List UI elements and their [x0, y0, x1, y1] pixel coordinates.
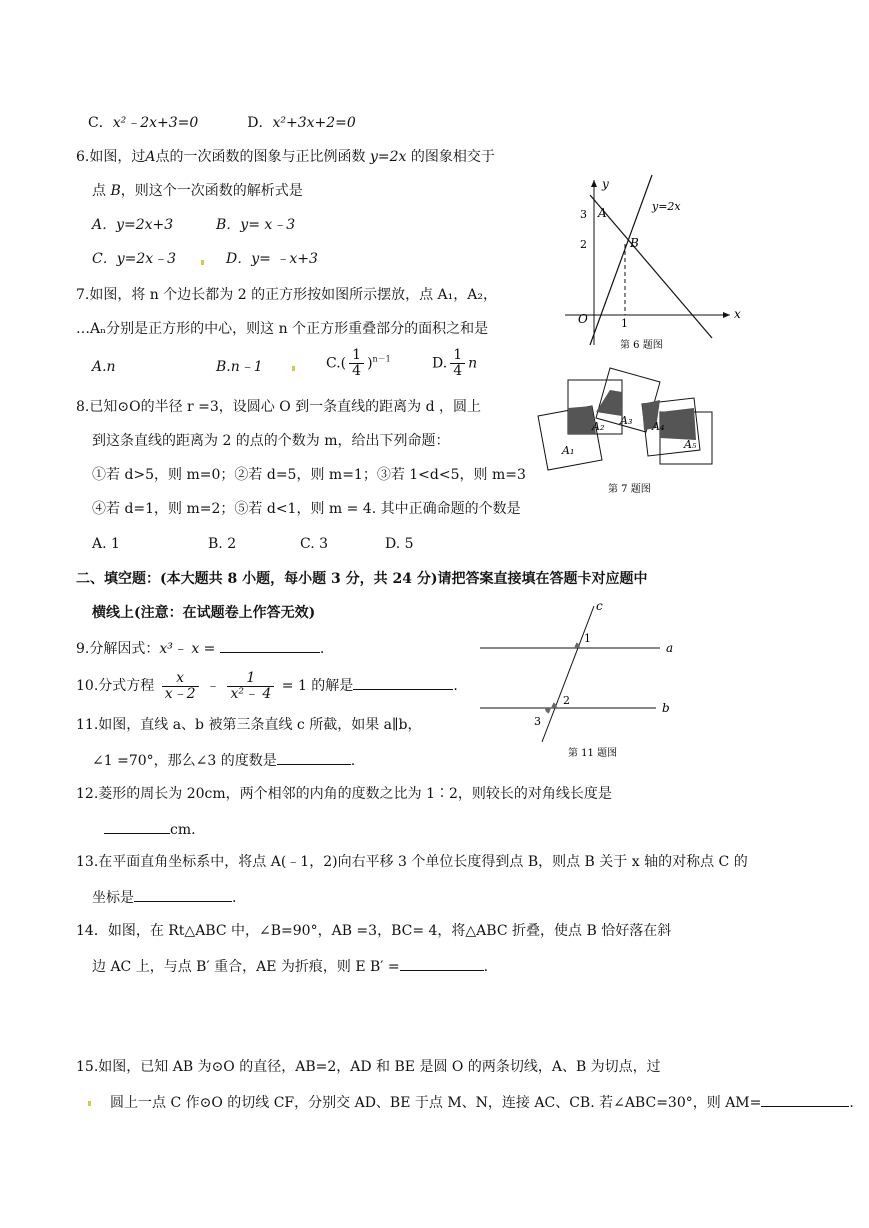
q13-answer-blank[interactable] — [134, 887, 232, 902]
q12-unit: cm. — [170, 822, 196, 838]
q10-minus: ﹣ — [205, 678, 220, 694]
q6-fig-point-a: A — [598, 206, 607, 220]
q13-line2 — [92, 887, 236, 907]
q15-line1: 15.如图，已知 AB 为⊙O 的直径，AB=2，AD 和 BE 是圆 O 的两条切线，A、B 为切点，过 — [76, 1059, 661, 1075]
q5-option-c-label: C． — [88, 115, 113, 131]
q6-point-b: B — [110, 183, 121, 199]
decorative-dot-2 — [292, 366, 295, 371]
q13-end: . — [232, 890, 237, 906]
q11-end: . — [350, 753, 356, 769]
q7-option-d-var: n — [468, 355, 478, 372]
q12-line2 — [104, 819, 196, 839]
q7-squares-figure — [530, 368, 720, 493]
q10-text-b: = 1 的解是 — [281, 678, 354, 694]
q8-line1: 8.已知⊙O的半径 r =3，设圆心 O 到一条直线的距离为 d ，圆上 — [76, 399, 482, 415]
q6-point-a: A — [145, 149, 156, 165]
q10-fraction-2 — [227, 671, 274, 702]
q8-option-c: C. 3 — [300, 536, 329, 552]
q7-option-c-den: 4 — [352, 363, 362, 379]
q6-function: y=2x — [369, 149, 407, 165]
q9-answer-blank[interactable] — [220, 638, 320, 653]
q6-fig-tick-y2: 2 — [580, 238, 587, 251]
q14-answer-blank[interactable] — [400, 956, 484, 971]
decorative-dot-3 — [88, 1101, 91, 1106]
q11-line2 — [92, 750, 355, 770]
q6-fig-tick-x1: 1 — [621, 317, 628, 330]
q7-option-d-fraction — [450, 348, 465, 379]
q7-option-c-label: C. — [326, 355, 341, 372]
q7-fig-a3: A₃ — [620, 414, 633, 427]
q14-line2 — [92, 956, 488, 976]
q9-text: 9.分解因式： — [76, 641, 160, 657]
q6-fig-y-label: y — [602, 177, 609, 191]
q6-line2 — [92, 182, 303, 200]
q11-parallel-lines-figure — [476, 598, 686, 758]
q5-option-c: x²﹣2x+3=0 — [112, 115, 199, 131]
q10-f2-den: x²﹣ 4 — [230, 685, 272, 702]
q9-end: . — [319, 641, 325, 657]
q6-option-b: B．y= x﹣3 — [216, 217, 296, 233]
q7-option-d-label: D. — [432, 355, 448, 372]
q6-text: 6.如图，过 — [76, 149, 146, 165]
q10-answer-blank[interactable] — [353, 675, 453, 690]
q11-fig-caption: 第 11 题图 — [568, 748, 618, 759]
q11-text: ∠1 =70°，那么∠3 的度数是 — [92, 753, 277, 769]
q10-text: 10.分式方程 — [76, 678, 155, 694]
q7-option-c-exp: n－1 — [372, 354, 391, 364]
q5-option-d: x²+3x+2=0 — [272, 115, 356, 131]
q6-fig-line-label: y=2x — [652, 200, 681, 213]
q7-option-c: C.( $\frac{1}{4}$ )$^{n-1}$ — [326, 347, 391, 379]
section2-heading: 二、填空题：(本大题共 8 小题，每小题 3 分，共 24 分)请把答案直接填在答题卡对应题中 — [76, 571, 648, 587]
q15-answer-blank[interactable] — [761, 1092, 849, 1107]
q15-text: 圆上一点 C 作⊙O 的切线 CF，分别交 AD、BE 于点 M、N，连接 AC、CB. 若∠ABC=30°，则 AM= — [110, 1095, 762, 1111]
q8-option-d: D. 5 — [385, 536, 414, 552]
q6-option-a: A．y=2x+3 — [92, 217, 174, 233]
q10-line — [76, 666, 458, 706]
q8-line4: ④若 d=1，则 m=2；⑤若 d<1，则 m = 4. 其中正确命题的个数是 — [92, 501, 521, 517]
q6-fig-tick-y3: 3 — [580, 208, 587, 221]
q6-fig-point-b: B — [630, 236, 639, 250]
q9-expression: x³﹣ x = — [159, 641, 216, 657]
q10-end: . — [453, 678, 458, 694]
q13-line1: 13.在平面直角坐标系中，将点 A(﹣1，2)向右平移 3 个单位长度得到点 B，则点 B 关于 x 轴的对称点 C 的 — [76, 854, 748, 870]
q8-line2: 到这条直线的距离为 2 的点的个数为 m，给出下列命题： — [92, 433, 450, 449]
q11-fig-c: c — [596, 599, 603, 613]
q9-line — [76, 638, 324, 658]
q6-option-d: D．y= ﹣x+3 — [226, 251, 318, 267]
q7-option-b: B.n﹣1 — [216, 359, 263, 375]
q11-fig-a: a — [666, 641, 674, 655]
q7-option-d-num: 1 — [450, 348, 465, 364]
q10-fraction-1 — [162, 671, 199, 702]
q15-line2 — [110, 1092, 854, 1112]
q12-answer-blank[interactable] — [104, 819, 170, 834]
q14-end: . — [483, 959, 489, 975]
q6-fig-caption: 第 6 题图 — [620, 340, 663, 351]
q14-line1: 14．如图，在 Rt△ABC 中，∠B=90°，AB =3，BC= 4，将△ABC 折叠，使点 B 恰好落在斜 — [76, 923, 672, 939]
q10-f1-den: x﹣2 — [164, 685, 196, 702]
q5-option-d-label: D． — [247, 115, 273, 131]
q8-line3: ①若 d>5，则 m=0；②若 d=5，则 m=1；③若 1<d<5，则 m=3 — [92, 467, 526, 483]
q11-line1: 11.如图，直线 a、b 被第三条直线 c 所截，如果 a∥b， — [76, 717, 422, 733]
q11-fig-angle3: 3 — [534, 715, 541, 728]
q10-f2-num: 1 — [227, 671, 274, 687]
q11-fig-angle2: 2 — [563, 694, 570, 707]
q6-text-e: ，则这个一次函数的解析式是 — [120, 183, 303, 199]
q6-text-b: 点的一次函数的图象与正比例函数 — [155, 149, 366, 165]
q7-line1: 7.如图，将 n 个边长都为 2 的正方形按如图所示摆放，点 A₁，A₂， — [76, 287, 497, 303]
q8-option-b: B. 2 — [208, 536, 237, 552]
q7-fig-a5: A₅ — [684, 438, 697, 451]
q13-text: 坐标是 — [92, 890, 134, 906]
q7-option-d — [432, 348, 477, 379]
q10-f1-num: x — [162, 671, 199, 687]
q6-text-d: 点 — [92, 183, 106, 199]
q7-fig-a1: A₁ — [562, 444, 575, 457]
q7-option-c-fraction — [349, 348, 364, 379]
q11-fig-angle1: 1 — [584, 632, 591, 645]
q14-text: 边 AC 上，与点 B′ 重合，AE 为折痕，则 E B′ = — [92, 959, 400, 975]
q6-graph-figure — [560, 170, 750, 350]
q6-fig-x-label: x — [734, 307, 741, 321]
q7-line2: …Aₙ分别是正方形的中心，则这 n 个正方形重叠部分的面积之和是 — [76, 321, 489, 337]
q7-option-a: A.n — [92, 359, 116, 375]
q7-fig-a2: A₂ — [592, 420, 605, 433]
q7-fig-caption: 第 7 题图 — [608, 484, 651, 495]
q12-line1: 12.菱形的周长为 20cm，两个相邻的内角的度数之比为 1∶2，则较长的对角线长度是 — [76, 786, 612, 802]
q5-options — [88, 114, 356, 132]
q6-option-c: C．y=2x﹣3 — [92, 251, 177, 267]
q7-option-d-den: 4 — [453, 363, 463, 379]
q11-answer-blank[interactable] — [277, 750, 351, 765]
q6-line1 — [76, 148, 495, 166]
q6-text-c: 的图象相交于 — [410, 149, 495, 165]
q6-fig-origin: O — [578, 312, 588, 326]
q15-end: . — [849, 1095, 854, 1111]
q7-option-c-num: 1 — [349, 348, 364, 364]
q7-fig-a4: A₄ — [652, 420, 665, 433]
section2-note: 横线上(注意：在试题卷上作答无效) — [92, 605, 316, 621]
q11-fig-b: b — [662, 701, 670, 715]
decorative-dot — [201, 260, 204, 265]
q8-option-a: A. 1 — [92, 536, 120, 552]
